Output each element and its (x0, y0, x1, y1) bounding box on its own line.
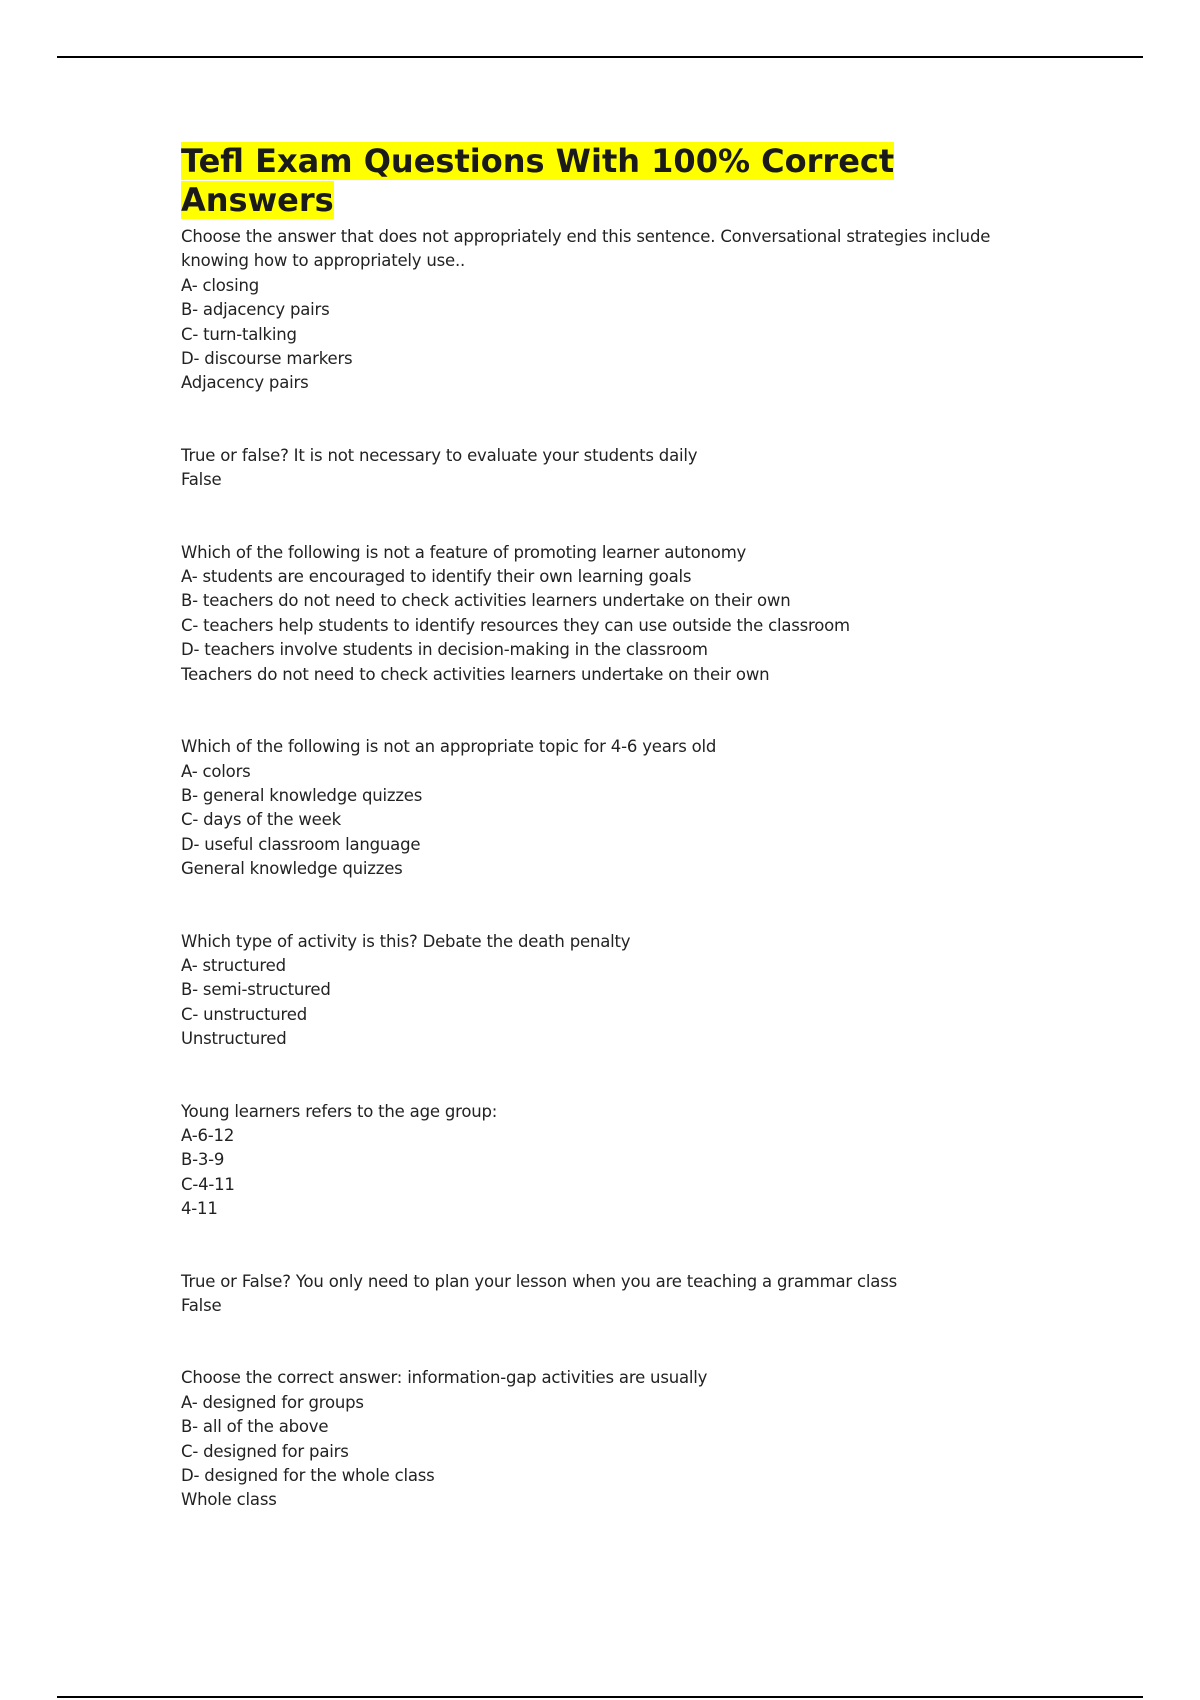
correct-answer: False (181, 470, 222, 490)
answer-option: B- all of the above (181, 1417, 329, 1437)
question-prompt: True or false? It is not necessary to evaluate your students daily (181, 445, 698, 465)
correct-answer: Unstructured (181, 1029, 287, 1049)
answer-option: C- turn-talking (181, 324, 297, 344)
qa-item (181, 541, 1031, 687)
answer-option: B- adjacency pairs (181, 300, 330, 320)
title-highlight: Tefl Exam Questions With 100% Correct Answers (181, 142, 895, 219)
question-prompt: Which of the following is not a feature of promoting learner autonomy (181, 542, 747, 562)
question-prompt: Choose the correct answer: information-gap activities are usually (181, 1368, 708, 1388)
qa-item (181, 1100, 1031, 1222)
answer-option: A- colors (181, 761, 251, 781)
answer-option: D- designed for the whole class (181, 1466, 435, 1486)
answer-option: B- semi-structured (181, 980, 331, 1000)
document-title (181, 142, 941, 220)
qa-item (181, 930, 1031, 1052)
question-prompt: Which of the following is not an appropriate topic for 4-6 years old (181, 737, 717, 757)
correct-answer: General knowledge quizzes (181, 859, 403, 879)
answer-option: B- general knowledge quizzes (181, 785, 423, 805)
correct-answer: False (181, 1296, 222, 1315)
answer-option: D- discourse markers (181, 349, 353, 369)
answer-option: B- teachers do not need to check activities learners undertake on their own (181, 591, 791, 611)
answer-option: C- days of the week (181, 810, 341, 830)
answer-option: C- designed for pairs (181, 1441, 349, 1461)
qa-item (181, 444, 1031, 493)
correct-answer: Adjacency pairs (181, 373, 309, 393)
correct-answer: Whole class (181, 1490, 277, 1510)
qa-item (181, 735, 1031, 881)
correct-answer: 4-11 (181, 1199, 218, 1219)
answer-option: C- teachers help students to identify resources they can use outside the classroom (181, 615, 850, 635)
document-body (181, 142, 1031, 1513)
answer-option: B-3-9 (181, 1150, 225, 1170)
qa-list (181, 225, 1031, 1513)
question-prompt: True or False? You only need to plan your lesson when you are teaching a grammar class (181, 1271, 897, 1291)
answer-option: A- designed for groups (181, 1392, 364, 1412)
qa-item (181, 1366, 1031, 1512)
qa-item (181, 225, 1031, 396)
question-prompt: Choose the answer that does not appropriately end this sentence. Conversational strategies include knowing how to appropriately use.. (181, 227, 991, 271)
answer-option: C- unstructured (181, 1004, 307, 1024)
answer-option: A- students are encouraged to identify their own learning goals (181, 567, 692, 587)
answer-option: C-4-11 (181, 1174, 235, 1194)
answer-option: A- structured (181, 955, 286, 975)
answer-option: D- useful classroom language (181, 834, 421, 854)
answer-option: A-6-12 (181, 1125, 235, 1145)
question-prompt: Young learners refers to the age group: (181, 1101, 498, 1121)
qa-item (181, 1270, 1031, 1319)
top-rule (57, 56, 1143, 58)
bottom-rule (57, 1696, 1143, 1698)
correct-answer: Teachers do not need to check activities learners undertake on their own (181, 664, 770, 684)
answer-option: A- closing (181, 275, 259, 295)
answer-option: D- teachers involve students in decision-making in the classroom (181, 640, 708, 660)
question-prompt: Which type of activity is this? Debate the death penalty (181, 931, 631, 951)
